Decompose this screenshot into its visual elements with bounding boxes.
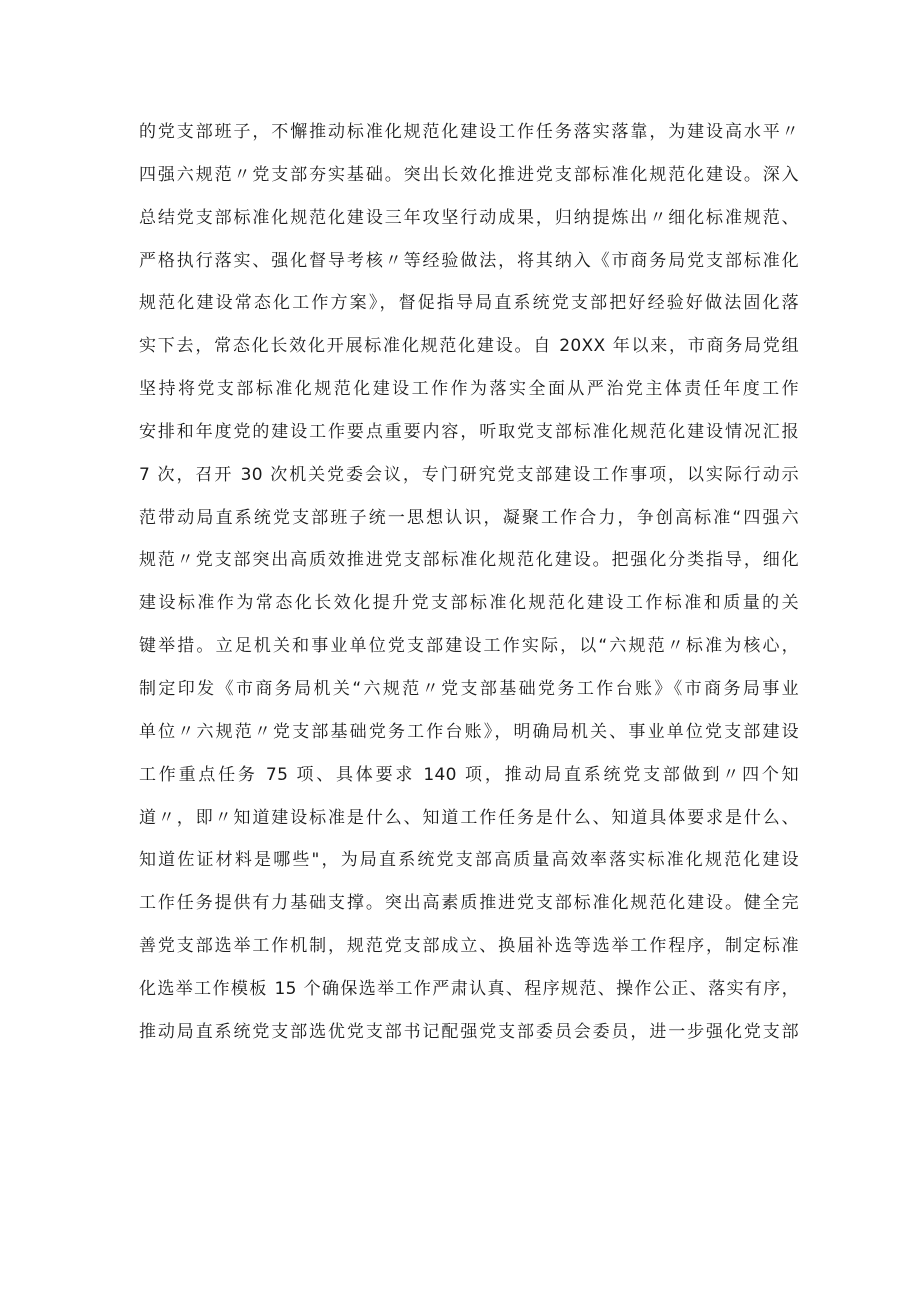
text-line: 善党支部选举工作机制，规范党支部成立、换届补选等选举工作程序，制定标准 [139, 936, 799, 957]
text-line: 建设标准作为常态化长效化提升党支部标准化规范化建设工作标准和质量的关 [139, 593, 799, 614]
text-line: 规范化建设常态化工作方案》，督促指导局直系统党支部把好经验好做法固化落 [139, 293, 799, 314]
text-line: 道〃，即〃知道建设标准是什么、知道工作任务是什么、知道具体要求是什么、 [139, 807, 799, 828]
text-line: 的党支部班子，不懈推动标准化规范化建设工作任务落实落靠，为建设高水平〃 [139, 122, 799, 142]
text-line: 规范〃党支部突出高质效推进党支部标准化规范化建设。把强化分类指导，细化 [139, 550, 799, 571]
text-line: 工作任务提供有力基础支撑。突出高素质推进党支部标准化规范化建设。健全完 [139, 893, 799, 914]
text-line: 四强六规范〃党支部夯实基础。突出长效化推进党支部标准化规范化建设。深入 [139, 164, 799, 185]
text-line: 制定印发《市商务局机关“六规范〃党支部基础党务工作台账》《市商务局事业 [139, 678, 799, 699]
text-line: 实下去，常态化长效化开展标准化规范化建设。自 20XX 年以来，市商务局党组 [139, 336, 799, 357]
text-line: 坚持将党支部标准化规范化建设工作作为落实全面从严治党主体责任年度工作 [139, 379, 799, 400]
text-line: 键举措。立足机关和事业单位党支部建设工作实际，以“六规范〃标准为核心， [139, 636, 799, 657]
text-line: 化选举工作模板 15 个确保选举工作严肃认真、程序规范、操作公正、落实有序， [139, 978, 799, 999]
text-line: 工作重点任务 75 项、具体要求 140 项，推动局直系统党支部做到〃四个知 [139, 764, 799, 785]
text-line: 知道佐证材料是哪些"，为局直系统党支部高质量高效率落实标准化规范化建设 [139, 850, 799, 871]
text-line: 7 次，召开 30 次机关党委会议，专门研究党支部建设工作事项，以实际行动示 [139, 464, 799, 485]
text-line: 总结党支部标准化规范化建设三年攻坚行动成果，归纳提炼出〃细化标准规范、 [139, 207, 799, 228]
body-paragraph [139, 112, 799, 1055]
text-line: 推动局直系统党支部选优党支部书记配强党支部委员会委员，进一步强化党支部 [139, 1021, 799, 1042]
text-line: 安排和年度党的建设工作要点重要内容，听取党支部标准化规范化建设情况汇报 [139, 421, 799, 442]
text-line: 单位〃六规范〃党支部基础党务工作台账》，明确局机关、事业单位党支部建设 [139, 721, 799, 742]
text-line: 严格执行落实、强化督导考核〃等经验做法，将其纳入《市商务局党支部标准化 [139, 250, 799, 271]
text-line: 范带动局直系统党支部班子统一思想认识，凝聚工作合力，争创高标准“四强六 [139, 507, 799, 528]
